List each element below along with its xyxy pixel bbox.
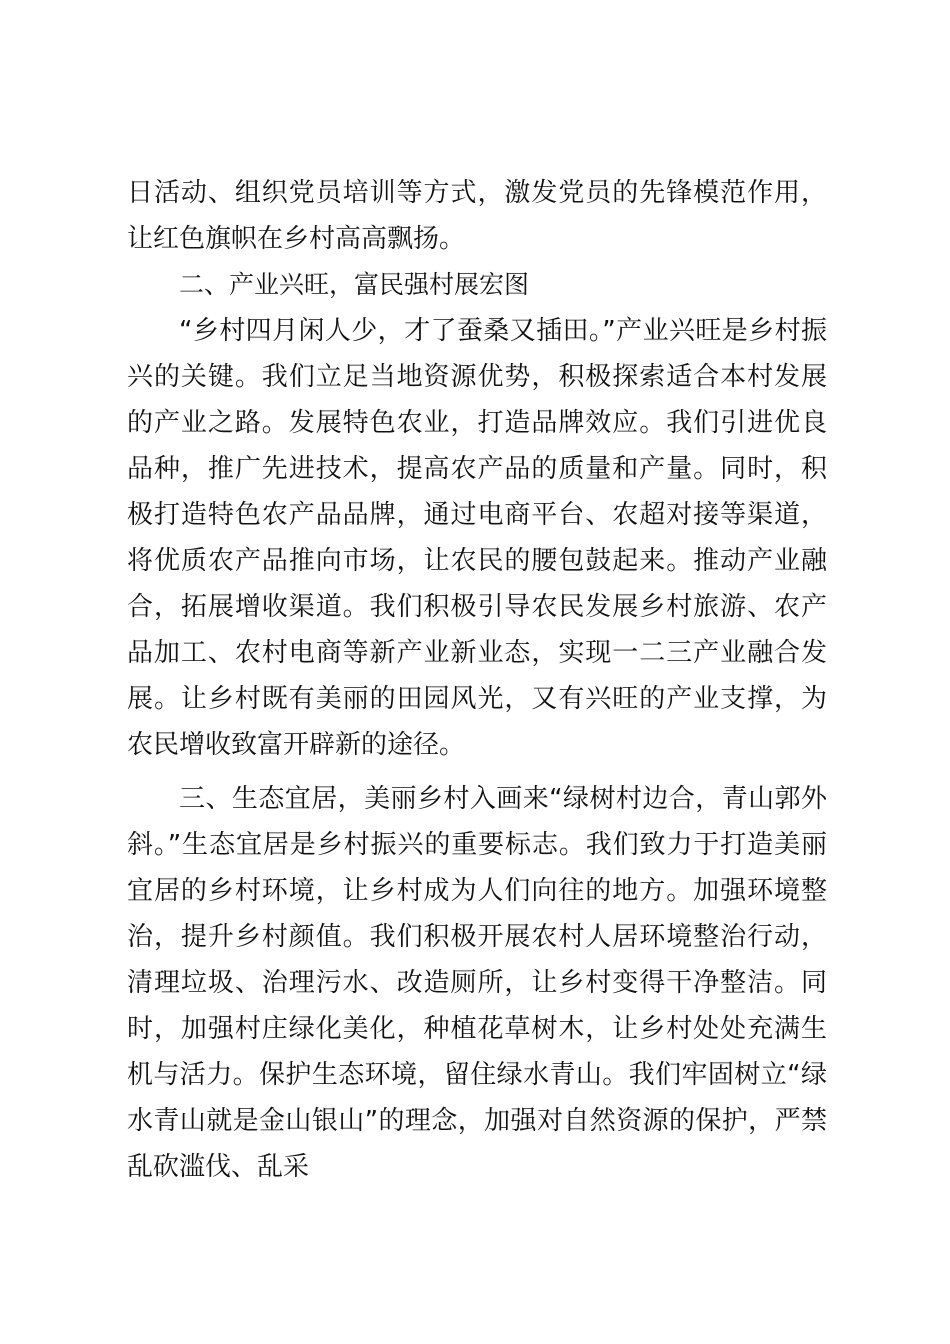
paragraph-continuation: 日活动、组织党员培训等方式，激发党员的先锋模范作用，让红色旗帜在乡村高高飘扬。	[127, 178, 827, 254]
paragraph-ecology: 三、生态宜居，美丽乡村入画来“绿树村边合，青山郭外斜。”生态宜居是乡村振兴的重要标志。我们致力于打造美丽宜居的乡村环境，让乡村成为人们向往的地方。加强环境整治，提升乡村颜值。我们积极开展农村人居环境整治行动，清理垃圾、治理污水、改造厕所，让乡村变得干净整洁。同时，加强村庄绿化美化，种植花草树木，让乡村处处充满生机与活力。保护生态环境，留住绿水青山。我们牢固树立“绿水青山就是金山银山”的理念，加强对自然资源的保护，严禁乱砍滥伐、乱采	[127, 784, 827, 1182]
document-body	[127, 170, 827, 1190]
section-heading-industry: 二、产业兴旺，富民强村展宏图	[179, 270, 530, 299]
paragraph-industry: “乡村四月闲人少，才了蚕桑又插田。”产业兴旺是乡村振兴的关键。我们立足当地资源优势，积极探索适合本村发展的产业之路。发展特色农业，打造品牌效应。我们引进优良品种，推广先进技术，提高农产品的质量和产量。同时，积极打造特色农产品品牌，通过电商平台、农超对接等渠道，将优质农产品推向市场，让农民的腰包鼓起来。推动产业融合，拓展增收渠道。我们积极引导农民发展乡村旅游、农产品加工、农村电商等新产业新业态，实现一二三产业融合发展。让乡村既有美丽的田园风光，又有兴旺的产业支撑，为农民增收致富开辟新的途径。	[127, 316, 827, 760]
